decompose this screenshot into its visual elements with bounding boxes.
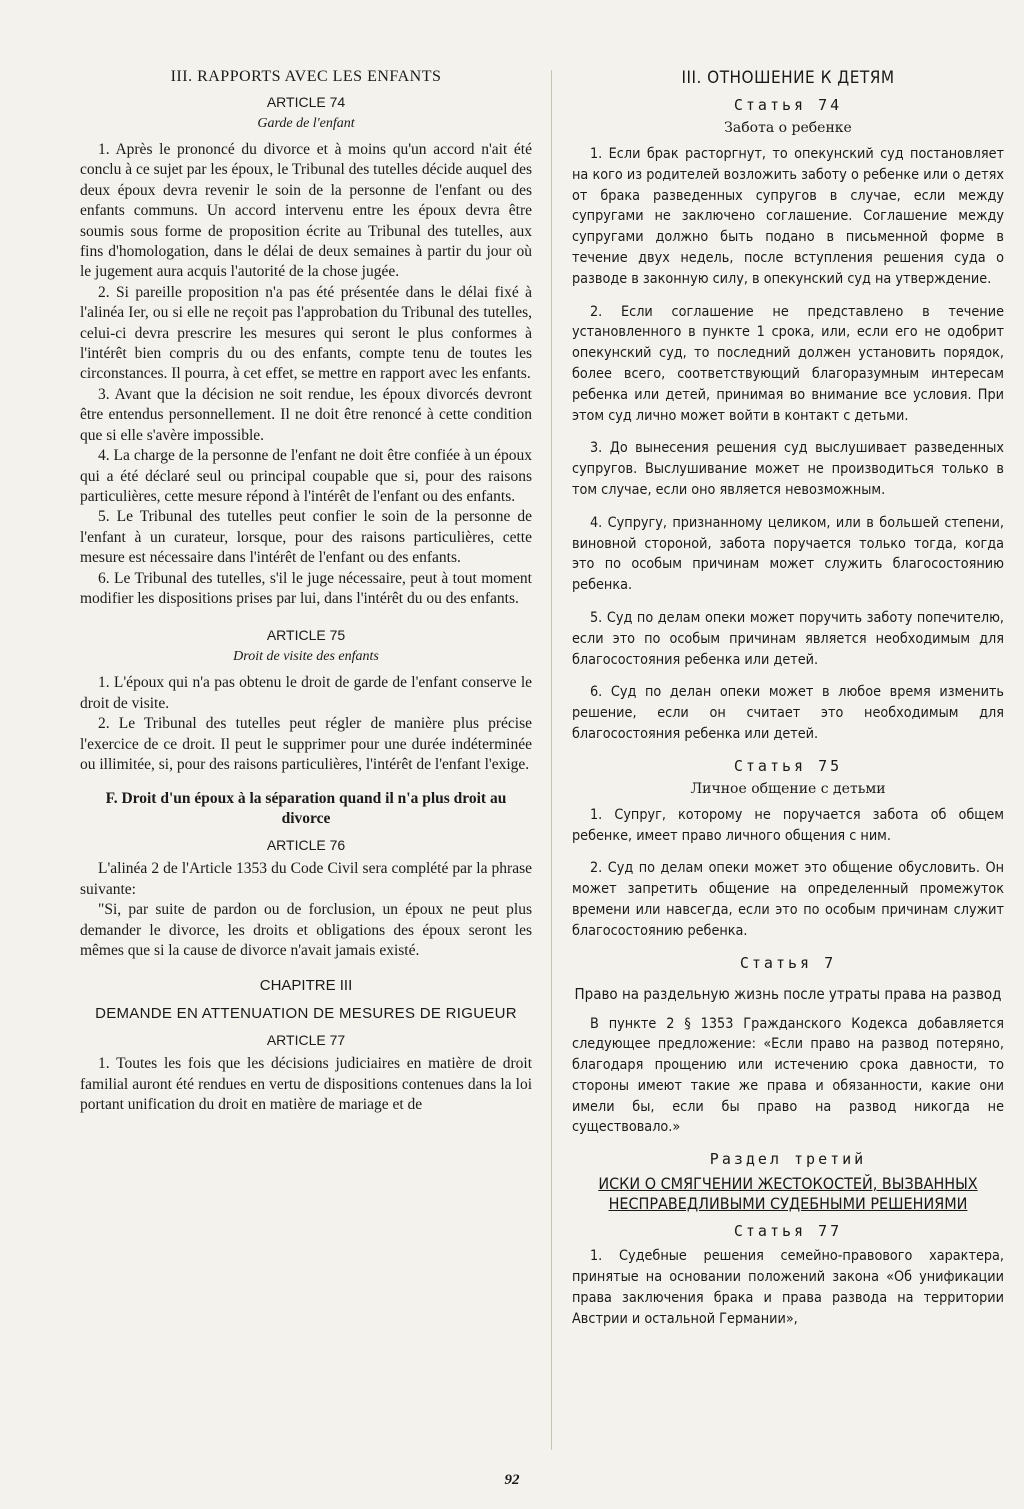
- ru-art74-para: 4. Супругу, признанному целиком, или в большей степени, виновной стороной, забота поручается только тогда, когда это по особым причинам может служить благосостоянию ребенка.: [572, 514, 1004, 594]
- fr-art74-para: 6. Le Tribunal des tutelles, s'il le juge nécessaire, peut à tout moment modifier les dispositions prises par lui, dans l'intérêt du ou des enfants.: [80, 569, 532, 607]
- fr-art76-para: "Si, par suite de pardon ou de forclusion, un époux ne peut plus demander le divorce, les droits et obligations des époux seront les mêmes que si la cause de divorce n'avait jamais existé.: [80, 901, 532, 959]
- ru-art76-para: В пункте 2 § 1353 Гражданского Кодекса добавляется следующее предложение: «Если право на развод потеряно, благодаря прощению или истечению срока давности, то стороны имеют такие же права и обязанности, какие они имели бы, если бы право на развод никогда не существовало.»: [572, 1015, 1004, 1136]
- fr-article-74-heading: ARTICLE 74: [266, 94, 346, 110]
- fr-section-title: III. RAPPORTS AVEC LES ENFANTS: [170, 68, 442, 85]
- fr-art76-para: L'alinéa 2 de l'Article 1353 du Code Civil sera complété par la phrase suivante:: [80, 860, 532, 898]
- fr-art74-para: 5. Le Tribunal des tutelles peut confier le soin de la personne de l'enfant à un curateur, lorsque, pour des raisons particulières, cette mesure est nécessaire dans l'intérêt de l'enfant ou des enfants.: [80, 508, 532, 567]
- fr-art75-para: 1. L'époux qui n'a pas obtenu le droit de garde de l'enfant conserve le droit de visite.: [80, 674, 532, 712]
- ru-article-74-heading: Статья 74: [733, 96, 843, 114]
- ru-art74-para: 6. Суд по делан опеки может в любое время изменить решение, если он считает это необходимым для благосостояния ребенка или детей.: [572, 684, 1004, 742]
- fr-art74-para: 4. La charge de la personne de l'enfant ne doit être confiée à un époux qui a été déclaré seul ou principal coupable que si, pour des raisons particulières, cette mesure répond à l'intérêt de l'enfant ou des enfants.: [80, 447, 532, 505]
- fr-article-77-heading: ARTICLE 77: [266, 1032, 346, 1049]
- fr-article-74-subtitle: Garde de l'enfant: [257, 116, 355, 131]
- ru-art75-para: 1. Супруг, которому не поручается забота об общем ребенке, имеет право личного общения с ним.: [572, 806, 1004, 844]
- ru-art74-para: 3. До вынесения решения суд выслушивает разведенных супругов. Выслушивание может не производиться только в том случае, если оно является невозможным.: [572, 440, 1004, 498]
- russian-column: [572, 62, 1004, 1341]
- ru-art74-para: 2. Если соглашение не представлено в течение установленного в пункте 1 срока, или, если его не одобрит опекунский суд, то последний должен установить порядок, более всего, соответствующий благоразумным интересам ребенка или детей, принимая во внимание все условия. При этом суд лично может войти в контакт с детьми.: [572, 303, 1004, 424]
- ru-art77-para: 1. Судебные решения семейно-правового характера, принятые на основании положений закона «Об унификации права заключения брака и права развода на территории Австрии и остальной Германии»,: [572, 1248, 1004, 1327]
- fr-section-f-heading: F. Droit d'un époux à la séparation quand il n'a plus droit au divorce: [105, 790, 507, 828]
- ru-chapter-heading: Раздел третий: [709, 1150, 867, 1169]
- fr-art75-para: 2. Le Tribunal des tutelles peut régler de manière plus précise l'exercice de ce droit. Il peut le supprimer pour une durée indéterminée ou illimitée, si, pour des raisons particulières, l'intérêt de l'enfant l'exige.: [80, 715, 532, 773]
- fr-article-75-heading: ARTICLE 75: [266, 627, 346, 644]
- ru-article-76-heading: Статья 7: [739, 953, 837, 972]
- fr-art74-para: 3. Avant que la décision ne soit rendue, les époux divorcés devront être entendus personnellement. Il ne doit être renoncé à cette condition que si elle s'avère impossible.: [80, 385, 532, 444]
- fr-art74-para: 2. Si pareille proposition n'a pas été présentée dans le délai fixé à l'alinéa Ier, ou si elle ne reçoit pas l'approbation du Tribunal des tutelles, celui-ci devra prescrire les mesures qui seront le plus conformes à l'intérêt bien compris du ou des enfants, compte tenu de toutes les circonstances. Il pourra, à cet effet, se mettre en rapport avec les enfants.: [80, 283, 532, 383]
- ru-article-75-subtitle: Личное общение с детьми: [690, 780, 886, 797]
- page-number: 92: [504, 1472, 520, 1488]
- column-divider: [551, 70, 552, 1450]
- fr-article-75-subtitle: Droit de visite des enfants: [233, 649, 379, 665]
- fr-chapter-title: DEMANDE EN ATTENUATION DE MESURES DE RIGUEUR: [95, 1005, 517, 1023]
- ru-article-76-subtitle: Право на раздельную жизнь после утраты права на развод: [574, 984, 1002, 1003]
- ru-art74-para: 1. Если брак расторгнут, то опекунский суд постановляет на кого из родителей возложить заботу о ребенке или о детях от брака разведенных супругов в случае, если между супругами не заключено соглашение. Соглашение между супругами должно быть подано в письменной форме в течение двух недель, после вступления решения суда о разводе в законную силу, в опекунский суд на утверждение.: [572, 146, 1004, 287]
- ru-art75-para: 2. Суд по делам опеки может это общение обусловить. Он может запретить общение на определенный промежуток времени или навсегда, если это по особым причинам служит благосостоянию ребенка.: [572, 860, 1004, 939]
- ru-art74-para: 5. Суд по делам опеки может поручить заботу попечителю, если это по особым причинам является необходимым для благосостояния ребенка или детей.: [572, 609, 1004, 668]
- ru-article-75-heading: Статья 75: [733, 756, 843, 775]
- ru-article-74-subtitle: Забота о ребенке: [724, 120, 852, 136]
- fr-art74-para: 1. Après le prononcé du divorce et à moins qu'un accord n'ait été conclu à ce sujet par les époux, le Tribunal des tutelles décide auquel des deux époux devra revenir le soin de la personne de l'enfant ou des enfants communs. Un accord intervenu entre les époux devra être soumis sous forme de proposition écrite au Tribunal des tutelles, aux fins d'homologation, dans le délai de deux semaines à partir du jour où le jugement aura acquis l'autorité de la chose jugée.: [80, 141, 532, 281]
- ru-section-title: III. ОТНОШЕНИЕ К ДЕТЯМ: [681, 68, 895, 88]
- ru-chapter-title: ИСКИ О СМЯГЧЕНИИ ЖЕСТОКОСТЕЙ, ВЫЗВАННЫХ НЕСПРАВЕДЛИВЫМИ СУДЕБНЫМИ РЕШЕНИЯМИ: [598, 1174, 978, 1214]
- french-column: [80, 62, 532, 1116]
- ru-article-77-heading: Статья 77: [733, 1222, 843, 1241]
- fr-article-76-heading: ARTICLE 76: [266, 837, 346, 854]
- fr-chapter-heading: CHAPITRE III: [259, 977, 353, 995]
- fr-art77-para: 1. Toutes les fois que les décisions judiciaires en matière de droit familial auront été rendues en vertu de dispositions contenues dans la loi portant unification du droit en matière de mariage et de: [80, 1055, 532, 1114]
